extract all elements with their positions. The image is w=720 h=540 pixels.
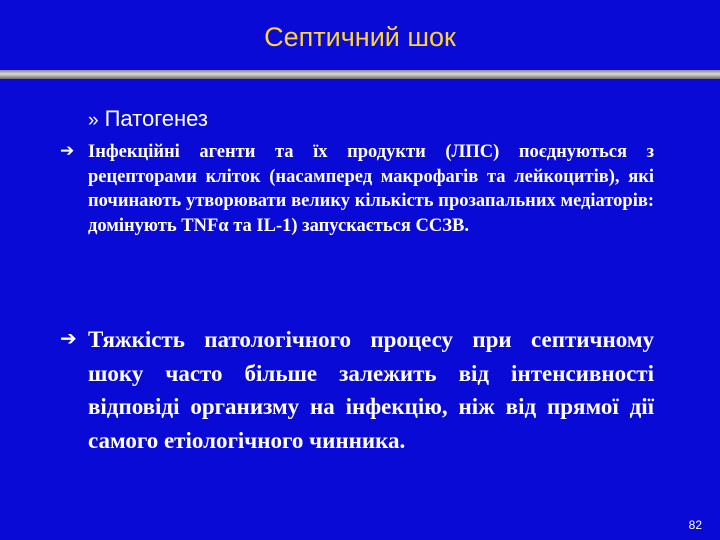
bullet-text-severity: Тяжкість патологічного процесу при септичному шоку часто більше залежить від інтенсивності відповіді организму на інфекцію, ніж від прямої дії самого етіологічного чинника. [88,327,654,453]
section-heading [88,106,208,132]
title-divider [0,70,720,79]
bullet-arrow-icon: ➔ [60,141,75,160]
bullet-arrow-icon: ➔ [60,328,77,350]
slide-title: Септичний шок [264,22,456,52]
section-marker: » [88,110,99,131]
section-heading-text: Патогенез [104,106,208,131]
bullet-text-pathogenesis: Інфекційні агенти та їх продукти (ЛПС) поєднуються з рецепторами кліток (насамперед макрофагів та лейкоцитів), які починають утворювати велику кількість прозапальних медіаторів: домінують TNFα та IL-1) запускається ССЗВ. [88,142,654,236]
page-number: 82 [688,518,702,532]
